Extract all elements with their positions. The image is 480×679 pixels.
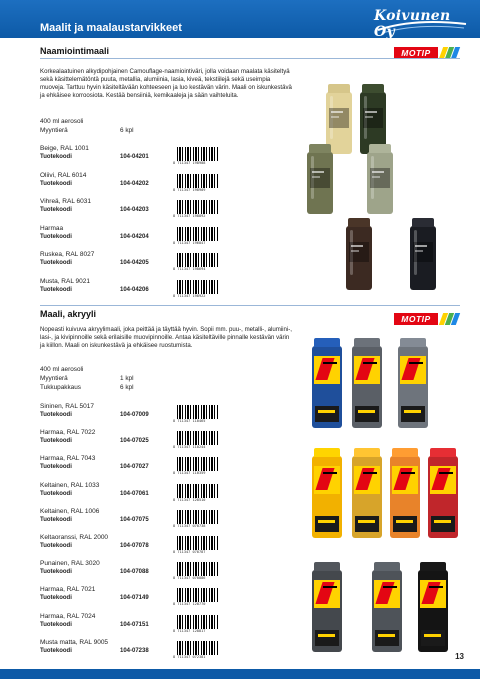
barcode-number: 8 711347 070738 [173,523,206,528]
product-name: Keltainen, RAL 1033 [40,481,100,489]
product-code-label: Tuotekoodi [40,569,72,576]
motip-logo-text: MOTIP [394,47,438,59]
product-code: 104-07009 [120,412,149,418]
product-row [40,534,280,556]
product-row [40,482,280,504]
barcode-icon [173,562,221,582]
barcode-icon [173,147,221,167]
section-title-acrylic: Maali, akryyli [40,309,97,319]
page-header [0,0,480,38]
barcode-icon [173,588,221,608]
product-name: Harmaa, RAL 7043 [40,455,96,463]
motip-logo-text-2: MOTIP [394,313,438,325]
section-divider [40,58,460,59]
barcode-number: 8 711347 128817 [173,628,206,633]
product-code: 104-04205 [120,260,149,266]
can-yellow-image [312,456,342,538]
can-brown-image [346,226,372,290]
can-grey-image [367,152,393,214]
product-name: Harmaa, RAL 7021 [40,586,96,594]
product-code: 104-07149 [120,595,149,602]
product-code: 104-04203 [120,207,149,213]
can-grey-image [398,346,428,428]
product-row [40,560,280,582]
motip-logo-2 [394,312,460,326]
can-black-image [418,570,448,652]
barcode-icon [173,405,221,425]
product-name: Harmaa, RAL 7024 [40,612,96,620]
product-code-label: Tuotekoodi [40,412,72,418]
barcode-icon [173,174,221,194]
barcode-icon [173,536,221,556]
product-row [40,251,280,273]
product-code-label: Tuotekoodi [40,464,72,471]
barcode-number: 8 711347 110359 [173,471,206,476]
wholesale-pack-row [40,384,134,393]
barcode-number: 8 711347 110244 [173,445,206,450]
product-code: 104-04202 [120,180,149,187]
barcode-icon [173,510,221,530]
product-code: 104-04206 [120,286,149,293]
can-grey-image [372,570,402,652]
product-name: Harmaa [40,224,64,232]
barcode-icon [173,253,221,273]
product-row [40,639,280,661]
product-code: 104-07088 [120,569,149,576]
barcode-number: 8 711347 110465 [173,419,206,423]
product-row [40,145,280,167]
product-row [40,508,280,530]
barcode-number: 8 711347 128510 [173,497,206,502]
sale-unit-value: 6 kpl [120,127,134,134]
barcode-number: 8 711347 128770 [173,602,206,607]
barcode-number: 8 711347 198892 [173,214,206,218]
product-row [40,198,280,220]
product-code-label: Tuotekoodi [40,438,72,445]
can-blue-image [312,346,342,428]
sale-unit-label-2: Myyntierä [40,375,68,382]
barcode-number: 8 711347 198908 [173,161,206,165]
product-code: 104-07151 [120,621,149,628]
company-logo [374,6,470,40]
barcode-number: 8 711347 196847 [173,240,206,245]
can-orange-image [390,456,420,538]
product-code-label: Tuotekoodi [40,516,72,523]
product-code-label: Tuotekoodi [40,490,72,497]
product-code: 104-07078 [120,543,149,549]
header-title: Maalit ja maalaustarvikkeet [40,22,182,34]
barcode-number: 8 711347 198922 [173,293,206,298]
product-code: 104-07027 [120,464,149,471]
product-name: Keltaoranssi, RAL 2000 [40,534,109,541]
product-name: Vihreä, RAL 6031 [40,198,91,205]
can-red-image [428,456,458,538]
barcode-icon [173,457,221,477]
product-row [40,429,280,451]
barcode-number: 8 711347 072381 [173,654,206,659]
product-name: Oliivi, RAL 6014 [40,171,87,179]
product-row [40,586,280,608]
logo-text: Koivunen Oy [374,8,451,40]
product-code: 104-07025 [120,438,149,445]
product-row [40,172,280,194]
can-grey-image [352,346,382,428]
product-code-label: Tuotekoodi [40,154,72,160]
can-olive-image [307,152,333,214]
product-name: Beige, RAL 1001 [40,145,89,152]
sale-unit-row-2 [40,375,134,384]
barcode-icon [173,227,221,247]
product-name: Keltainen, RAL 1006 [40,507,100,515]
product-row [40,278,280,300]
section-title-camouflage: Naamiointimaali [40,46,110,56]
product-code-label: Tuotekoodi [40,207,72,213]
can-yellow-image [352,456,382,538]
section-description: Korkealaatuinen alkydipohjainen Camouflage-naamiointiväri, jolla voidaan maalata käsiteltyä sekä käsittelemätöntä puuta, metallia, alumiinia, lasia, kiveä, tekstiilejä sekä useimpia muoveja. Tarttuu hyvin käsiteltävään kohteeseen ja luo kestävän värin. Maali on iskunkestävä ja ehkäisee korroosiota. Kestää bensiiniä, kemikaaleja ja sään vaihteluita. [40,68,292,100]
sale-unit-label: Myyntierä [40,127,68,134]
product-name: Musta, RAL 9021 [40,277,90,285]
barcode-number: 8 711347 198909 [173,187,206,192]
barcode-icon [173,484,221,504]
product-code: 104-07238 [120,647,149,654]
product-code: 104-07061 [120,490,149,497]
footer-bar [0,669,480,679]
product-name: Musta matta, RAL 9005 [40,638,109,646]
can-grey-image [312,570,342,652]
barcode-number: 8 711347 070787 [173,550,206,554]
section-divider-2 [40,305,460,306]
product-code-label: Tuotekoodi [40,260,72,266]
page-number: 13 [455,652,464,661]
product-row [40,455,280,477]
section-description-2: Nopeasti kuivuva akryylimaali, joka peittää ja täyttää hyvin. Sopii mm. puu-, metalli-, alumiini-, lasi-, ja kivipinnoille sekä erilaisille muovipinnoille. Antaa käsiteltäville pinnalle kestävän värin ja kiillon. Maali on iskunkestävä ja ehkäisee ruostumista. [40,326,292,350]
product-row [40,403,280,425]
product-row [40,225,280,247]
barcode-number: 8 711347 070886 [173,576,206,581]
barcode-icon [173,615,221,635]
product-code-label: Tuotekoodi [40,180,72,187]
product-code-label: Tuotekoodi [40,647,72,654]
barcode-icon [173,200,221,220]
sale-unit-value-2: 1 kpl [120,375,134,382]
product-name: Sininen, RAL 5017 [40,403,94,410]
product-code-label: Tuotekoodi [40,286,72,293]
product-code-label: Tuotekoodi [40,233,72,240]
product-name: Ruskea, RAL 8027 [40,251,95,258]
product-code-label: Tuotekoodi [40,621,72,628]
sale-unit-row [40,127,134,136]
product-row [40,613,280,635]
package-size-2: 400 ml aerosoli [40,366,84,373]
product-code-label: Tuotekoodi [40,595,72,602]
barcode-icon [173,280,221,300]
wholesale-pack-value: 6 kpl [120,384,134,391]
product-code-label: Tuotekoodi [40,543,72,549]
barcode-icon [173,431,221,451]
product-code: 104-04204 [120,233,149,240]
product-name: Harmaa, RAL 7022 [40,429,96,437]
product-code: 104-04201 [120,154,149,160]
can-black-image [410,226,436,290]
product-name: Punainen, RAL 3020 [40,560,100,568]
wholesale-pack-label: Tukkupakkaus [40,384,81,391]
barcode-icon [173,641,221,661]
package-size: 400 ml aerosoli [40,118,84,125]
product-code: 104-07075 [120,516,149,523]
barcode-number: 8 711347 198694 [173,267,206,271]
